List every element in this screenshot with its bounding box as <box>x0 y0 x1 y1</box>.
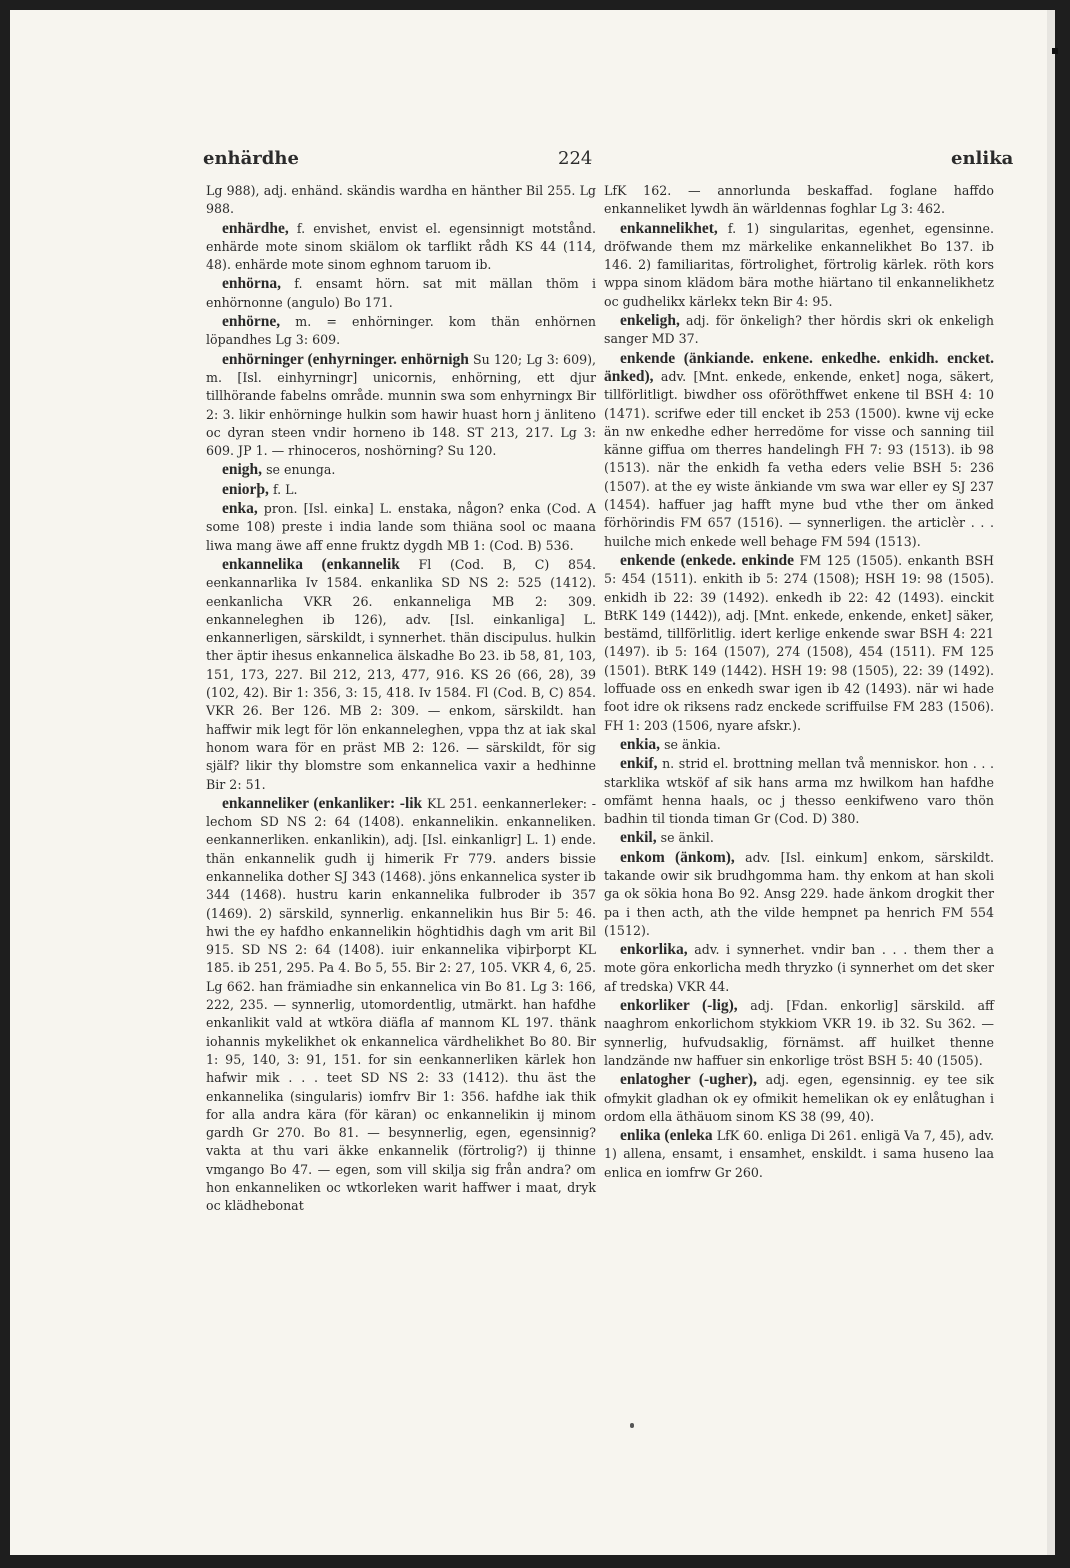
left-column <box>206 182 596 1217</box>
entry: enkanneliker (enkanliker: -lik KL 251. eenkannerleker: -lechom SD NS 2: 64 (1408). enkannelikin. enkanneliken. eenkannerliken. enkanlikin), adj. [Isl. einkanligr] L. 1) ende. thän enkannelik gudh ij himerik Fr 779. anders bissie enkannelika dother SJ 343 (1468). jöns enkannelica syster ib 344 (1468). hustru karin enkannelika fulbroder ib 357 (1469). 2) särskild, synnerlig. enkannelikin hus Bir 5: 46. hwi the ey hafdho enkannelikin höghtidhis dagh vm arit Bil 915. SD NS 2: 64 (1408). iuir enkannelika viþirþorpt KL 185. ib 251, 295. Pa 4. Bo 5, 55. Bir 2: 27, 105. VKR 4, 6, 25. Lg 662. han främiadhe sin enkannelica vin Bo 81. Lg 3: 166, 222, 235. — synnerlig, utomordentlig, utmärkt. han hafdhe enkanlikit vald at wtköra diäfla af mannom KL 197. thänk iohannis mykelikhet ok enkannelica värdhelikhet Bo 80. Bir 1: 95, 140, 3: 91, 151. for sin eenkannerliken kärlek hon hafwir mik . . . teet SD NS 2: 33 (1412). thu äst the enkannelika (singularis) iomfrv Bir 1: 356. hafdhe iak thik for alla andra kära (för käran) oc enkannelikin ij minom gardh Gr 270. Bo 81. — besynnerlig, egen, egensinnig? vakta at thu vari äkke enkannelik (förtrolig?) ij thinne vmgango Bo 47. — egen, som vill skilja sig från andra? om hon enkanneliken oc wtkorleken warit haffwer i maat, dryk oc klädhebonat <box>206 794 596 1214</box>
entry: enka, pron. [Isl. einka] L. enstaka, någon? enka (Cod. A some 108) preste i india lande som thiäna sool oc maana liwa mang äwe aff enne fruktz dygdh MB 1: (Cod. B) 536. <box>206 500 596 553</box>
entry: enlatogher (-ugher), adj. egen, egensinnig. ey tee sik ofmykit gladhan ok ey ofmikit hemelikan ok ey enlåtughan i ordom ella äthäuom sinom KS 38 (99, 40). <box>604 1071 994 1124</box>
entry: eniorþ, f. L. <box>222 480 298 498</box>
entry: enhörninger (enhyrninger. enhörnigh Su 120; Lg 3: 609), m. [Isl. einhyrningr] unicornis, enhörning, ett djur tillhörande fabelns område. munnin swa som enhyrningx Bir 2: 3. likir enhörninge hulkin som hawir huast horn j änliteno oc dyran steen vndir horneno ib 148. ST 213, 217. Lg 3: 609. JP 1. — rhinoceros, noshörning? Su 120. <box>206 350 597 459</box>
entry: enkif, n. strid el. brottning mellan två menniskor. hon . . . starklika wtsköf af sik hans arma mz hwilkom han hafdhe omfämt henna haals, oc j thesso eenkifweno varo thön badhin til tionda timan Gr (Cod. D) 380. <box>604 755 994 827</box>
dictionary-page <box>10 10 1055 1555</box>
entry: Lg 988), adj. enhänd. skändis wardha en hänther Bil 255. Lg 988. <box>206 183 596 217</box>
entry: enkende (änkiande. enkene. enkedhe. enkidh. encket. änked), adv. [Mnt. enkede, enkende, enket] noga, säkert, tillförlitligt. biwdher oss oföröthffwet enkene til BSH 4: 10 (1471). scrifwe eder till encket ib 253 (1500). kwne vij ecke än nw enkedhe edher herredöme for visse och sanning tiil känne giffua om therres handelingh FH 7: 93 (1513). ib 98 (1513). när the enkidh fa vetha eders velie BSH 5: 236 (1507). at the ey wiste änkiande vm swa war eller ey SJ 237 (1454). haffuer jag hafft myne bud vthe ther om änked förhörindis FM 657 (1516). — synnerligen. the articlèr . . . huilche mich enkede well behage FM 594 (1513). <box>604 349 994 549</box>
entry: enkannelikhet, f. 1) singularitas, egenhet, egensinne. dröfwande them mz märkelike enkannelikhet Bo 137. ib 146. 2) familiaritas, förtrolighet, förtrolig kärlek. röth kors wppa sinom klädom bära mothe hiärtano til enkannelikhetz oc gudhelikx kärlekx tekn Bir 4: 95. <box>604 219 994 309</box>
page-number: 224 <box>558 148 593 169</box>
entry: enkia, se änkia. <box>620 735 721 753</box>
entry: enkil, se änkil. <box>620 829 714 847</box>
entry: enkannelika (enkannelik Fl (Cod. B, C) 854. eenkannarlika Iv 1584. enkanlika SD NS 2: 525 (1412). eenkanlicha VKR 26. enkanneliga MB 2: 309. enkanneleghen ib 126), adv. [Isl. einkanliga] L. enkannerligen, särskildt, i synnerhet. thän discipulus. hulkin ther äptir ihesus enkannelica älskadhe Bo 23. ib 58, 81, 103, 151, 173, 227. Bil 212, 213, 477, 916. KS 26 (66, 28), 39 (102, 42). Bir 1: 356, 3: 15, 418. Iv 1584. Fl (Cod. B, C) 854. VKR 26. Ber 126. MB 2: 309. — enkom, särskildt. han haffwir mik legt för lön enkanneleghen, vppa thz at iak skal honom wara för en präst MB 2: 126. — särskildt, för sig själf? likir thy blomstre som enkannelica vaxir a hedhinne Bir 2: 51. <box>206 555 596 792</box>
entry: enkeligh, adj. för önkeligh? ther hördis skri ok enkeligh sanger MD 37. <box>604 312 994 347</box>
running-head-right: enlika <box>951 148 1014 169</box>
running-head-left: enhärdhe <box>203 148 299 169</box>
entry: enhörna, f. ensamt hörn. sat mit mällan thöm i enhörnonne (angulo) Bo 171. <box>206 275 596 310</box>
right-column <box>604 182 994 1183</box>
entry: enhörne, m. = enhörninger. kom thän enhörnen löpandhes Lg 3: 609. <box>206 313 596 348</box>
entry: enkende (enkede. enkinde FM 125 (1505). enkanth BSH 5: 454 (1511). enkith ib 5: 274 (1508); HSH 19: 98 (1505). enkidh ib 22: 39 (1492). enkedh ib 22: 42 (1493). einckit BtRK 149 (1442)), adj. [Mnt. enkede, enkende, enket] säker, bestämd, tillförlitlig. idert kerlige enkende swar BSH 4: 221 (1497). ib 5: 164 (1507), 274 (1508), 454 (1511). FM 125 (1501). BtRK 149 (1442). HSH 19: 98 (1505), 22: 39 (1492). loffuade oss en enkedh swar igen ib 42 (1493). när wi hade foot idre ok riksens radz enckede scriffuilse FM 283 (1506). FH 1: 203 (1506, nyare afskr.). <box>604 551 994 733</box>
entry: enigh, se enunga. <box>222 461 336 479</box>
entry: enkorliker (-lig), adj. [Fdan. enkorlig] särskild. aff naaghrom enkorlichom stykkiom VKR 19. ib 32. Su 362. — synnerlig, hufvudsaklig, förnämst. aff huilket thenne landzände nw haffuer sin enkorlige tröst BSH 5: 40 (1505). <box>604 997 994 1068</box>
corner-mark <box>1052 48 1058 54</box>
entry: enkom (änkom), adv. [Isl. einkum] enkom, särskildt. takande owir sik brudhgomma ham. thy enkom at han skoli ga ok sökia hona Bo 92. Ansg 229. hade änkom drogkit ther pa i then acth, ath the vilde hempnet pa henrich FM 554 (1512). <box>604 848 994 938</box>
entry: LfK 162. — annorlunda beskaffad. foglane haffdo enkanneliket lywdh än wärldennas foghlar Lg 3: 462. <box>604 183 994 217</box>
ink-speck <box>630 1423 634 1428</box>
entry: enlika (enleka LfK 60. enliga Di 261. enligä Va 7, 45), adv. 1) allena, ensamt, i ensamhet, enskildt. i sama huseno laa enlica en iomfrw Gr 260. <box>604 1127 995 1180</box>
entry: enhärdhe, f. envishet, envist el. egensinnigt motstånd. enhärde mote sinom skiälom ok tarflikt rådh KS 44 (114, 48). enhärde mote sinom eghnom taruom ib. <box>206 219 596 273</box>
entry: enkorlika, adv. i synnerhet. vndir ban . . . them ther a mote göra enkorlicha medh thryzko (i synnerhet om det sker af tredska) VKR 44. <box>604 941 994 994</box>
